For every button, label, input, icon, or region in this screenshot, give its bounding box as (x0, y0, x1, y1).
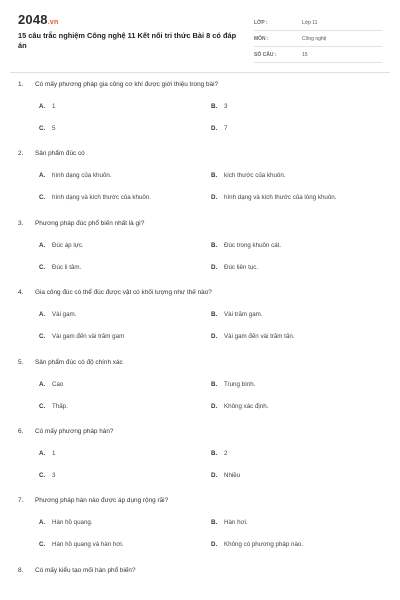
answer-option[interactable] (39, 381, 63, 388)
answer-option[interactable] (211, 381, 255, 388)
option-text: 2 (224, 449, 228, 457)
question-item (18, 289, 382, 358)
answer-option[interactable] (211, 403, 268, 410)
option-letter: B. (211, 449, 218, 457)
option-letter: D. (211, 125, 218, 132)
option-text: Thấp. (52, 402, 68, 410)
answer-option[interactable] (211, 125, 227, 132)
option-letter: C. (39, 471, 46, 479)
question-list (18, 81, 382, 600)
option-letter: B. (211, 103, 218, 110)
answer-option[interactable] (39, 103, 55, 110)
option-text: Trung bình. (224, 380, 256, 388)
question-number: 5. (18, 358, 24, 366)
option-letter: D. (211, 194, 218, 202)
worksheet-header (18, 10, 382, 70)
question-item (18, 220, 382, 289)
document-title: 15 câu trắc nghiệm Công nghệ 11 Kết nối tri thức Bài 8 có đáp án (18, 31, 237, 50)
option-letter: D. (211, 402, 218, 410)
question-text (18, 428, 113, 435)
option-text: Cao (52, 380, 64, 388)
answer-option[interactable] (39, 333, 124, 340)
option-text: Hàn hồ quang và hàn hơi. (52, 541, 124, 549)
answer-option[interactable] (39, 172, 112, 179)
header-divider (10, 72, 390, 73)
option-letter: A. (39, 172, 46, 180)
option-text: Vài gam đến vài trăm gam (52, 333, 125, 341)
question-item (18, 150, 382, 219)
meta-key: SỐ CÂU : (254, 52, 277, 58)
option-letter: B. (211, 311, 218, 319)
option-text: Nhiều (224, 471, 241, 479)
option-letter: A. (39, 241, 46, 249)
question-number: 1. (18, 81, 24, 88)
option-letter: A. (39, 380, 46, 388)
option-text: 3 (224, 103, 228, 110)
answer-option[interactable] (39, 472, 55, 479)
question-prompt: Phương pháp đúc phổ biến nhất là gì? (35, 219, 145, 227)
meta-row-subject (254, 32, 382, 47)
option-text: Không xác định. (224, 402, 269, 410)
option-text: 5 (52, 125, 56, 132)
option-text: hình dạng và kích thước của lòng khuôn. (224, 194, 337, 202)
site-logo[interactable] (18, 12, 58, 27)
question-item (18, 428, 382, 497)
answer-option[interactable] (211, 541, 303, 548)
option-letter: C. (39, 263, 46, 271)
question-text (18, 220, 144, 227)
option-letter: C. (39, 402, 46, 410)
question-number: 8. (18, 566, 24, 574)
question-item (18, 81, 382, 150)
answer-option[interactable] (211, 311, 263, 318)
answer-option[interactable] (211, 194, 336, 201)
meta-panel (254, 16, 382, 64)
option-letter: A. (39, 519, 46, 527)
meta-value: Lớp 11 (302, 20, 318, 26)
meta-key: MÔN : (254, 36, 269, 42)
meta-value: 15 (302, 52, 308, 58)
option-letter: D. (211, 471, 218, 479)
answer-option[interactable] (39, 541, 124, 548)
option-text: Vài gam đến vài trăm tấn. (224, 333, 295, 341)
option-letter: B. (211, 519, 218, 527)
meta-row-class (254, 16, 382, 31)
question-text (18, 81, 218, 88)
option-letter: C. (39, 541, 46, 549)
question-text (18, 497, 168, 504)
question-prompt: Có mấy kiểu tạo mối hàn phổ biến? (35, 566, 136, 574)
answer-option[interactable] (39, 519, 93, 526)
option-letter: C. (39, 125, 46, 132)
question-item (18, 359, 382, 428)
question-item (18, 497, 382, 566)
question-item (18, 567, 382, 600)
option-letter: D. (211, 263, 218, 271)
question-prompt: Sản phẩm đúc có (35, 150, 85, 158)
option-letter: D. (211, 333, 218, 341)
option-text: 7 (224, 125, 228, 132)
answer-option[interactable] (211, 172, 286, 179)
option-text: 1 (52, 103, 56, 110)
option-text: Đúc liên tục. (224, 263, 259, 271)
question-prompt: Có mấy phương pháp hàn? (35, 427, 114, 435)
answer-option[interactable] (211, 242, 281, 249)
question-number: 6. (18, 427, 24, 435)
question-number: 4. (18, 289, 24, 297)
question-prompt: Sản phẩm đúc có độ chính xác (35, 358, 123, 366)
option-letter: A. (39, 449, 46, 457)
question-text (18, 289, 212, 296)
answer-option[interactable] (211, 333, 295, 340)
option-text: hình dạng và kích thước của khuôn. (52, 194, 152, 202)
meta-key: LỚP : (254, 20, 268, 26)
answer-option[interactable] (39, 125, 55, 132)
option-letter: C. (39, 333, 46, 341)
logo-text: 2048 (18, 12, 48, 27)
option-letter: A. (39, 311, 46, 319)
option-letter: B. (211, 241, 218, 249)
answer-option[interactable] (211, 472, 240, 479)
option-text: Hàn hơi. (224, 519, 248, 527)
answer-option[interactable] (39, 194, 151, 201)
option-text: kích thước của khuôn. (224, 172, 286, 180)
question-prompt: Có mấy phương pháp gia công cơ khí được giới thiệu trong bài? (35, 81, 219, 88)
question-number: 3. (18, 219, 24, 227)
answer-option[interactable] (211, 519, 248, 526)
answer-option[interactable] (39, 311, 76, 318)
question-number: 7. (18, 497, 24, 505)
answer-option[interactable] (211, 264, 258, 271)
meta-row-count (254, 48, 382, 63)
question-text (18, 567, 136, 574)
option-text: Đúc áp lực. (52, 241, 84, 249)
option-text: Vài trăm gam. (224, 311, 263, 319)
answer-option[interactable] (39, 403, 68, 410)
meta-value: Công nghệ (302, 36, 327, 42)
option-text: Đúc trong khuôn cát. (224, 241, 282, 249)
option-text: Hàn hồ quang. (52, 519, 93, 527)
answer-option[interactable] (211, 450, 227, 457)
option-letter: A. (39, 103, 46, 110)
option-text: Đúc li tâm. (52, 263, 82, 271)
option-letter: C. (39, 194, 46, 202)
question-prompt: Gia công đúc có thể đúc được vật có khối lượng như thế nào? (35, 289, 212, 297)
question-prompt: Phương pháp hàn nào được áp dụng rộng rãi? (35, 497, 169, 505)
answer-option[interactable] (39, 264, 81, 271)
option-text: hình dạng của khuôn. (52, 172, 112, 180)
question-number: 2. (18, 150, 24, 158)
logo-suffix: .vn (47, 19, 59, 26)
option-text: Không có phương pháp nào. (224, 541, 304, 549)
answer-option[interactable] (39, 242, 84, 249)
option-letter: D. (211, 541, 218, 549)
option-text: 1 (52, 449, 56, 457)
option-text: 3 (52, 471, 56, 479)
answer-option[interactable] (39, 450, 55, 457)
question-text (18, 150, 85, 157)
answer-option[interactable] (211, 103, 227, 110)
option-letter: B. (211, 172, 218, 180)
question-text (18, 359, 123, 366)
option-letter: B. (211, 380, 218, 388)
option-text: Vài gam. (52, 311, 77, 319)
